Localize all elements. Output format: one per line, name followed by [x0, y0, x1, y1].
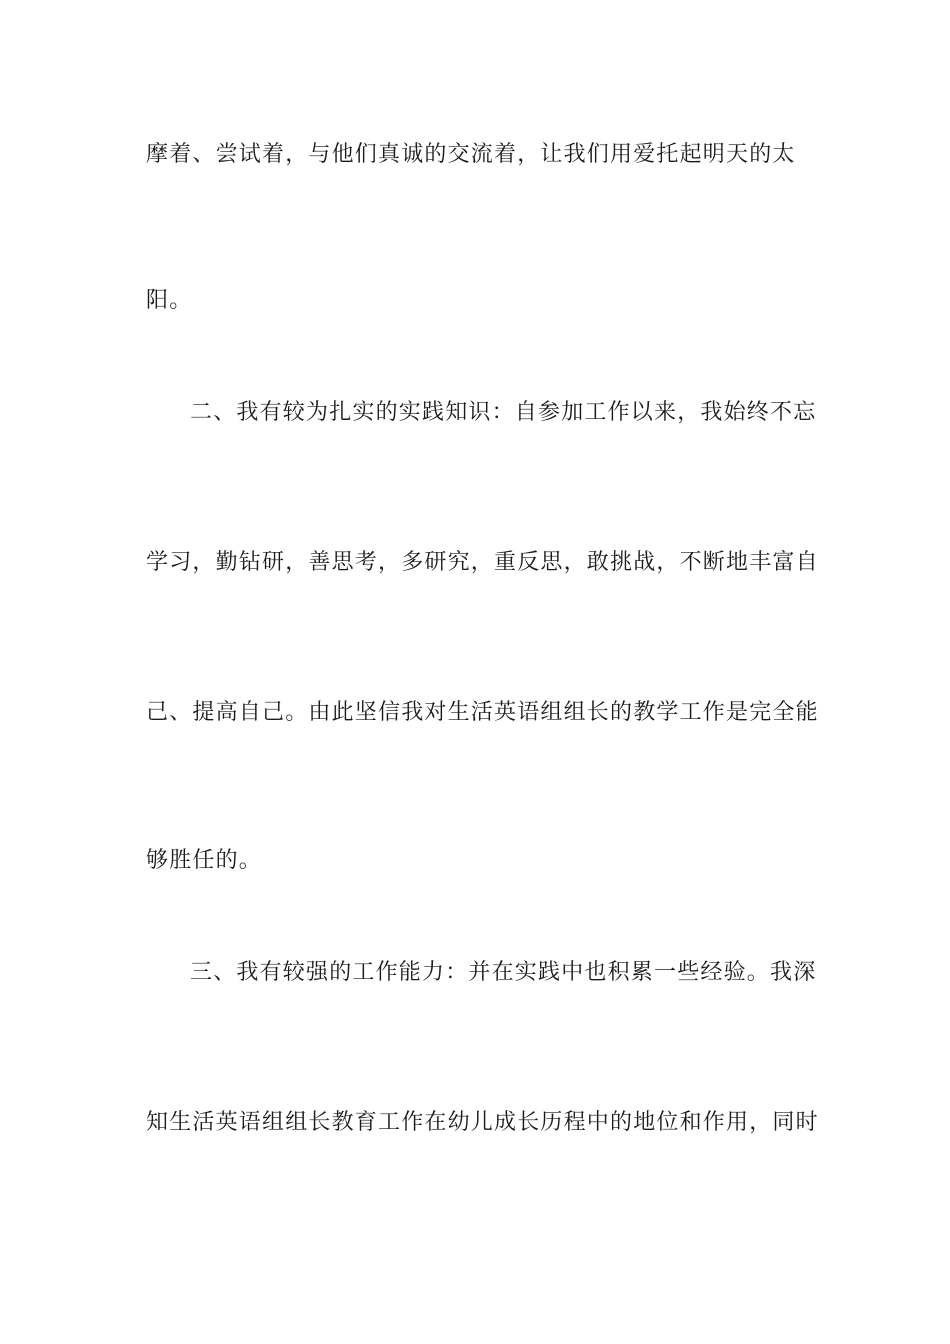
paragraph-line: 摩着、尝试着，与他们真诚的交流着，让我们用爱托起明天的太 [146, 142, 796, 167]
paragraph-line: 阳。 [146, 288, 193, 313]
paragraph-line: 三、我有较强的工作能力：并在实践中也积累一些经验。我深 [190, 960, 817, 985]
paragraph-line: 学习，勤钻研，善思考，多研究，重反思，敢挑战，不断地丰富自 [146, 550, 819, 575]
paragraph-line: 知生活英语组组长教育工作在幼儿成长历程中的地位和作用，同时 [146, 1110, 819, 1135]
paragraph-line: 二、我有较为扎实的实践知识：自参加工作以来，我始终不忘 [190, 400, 817, 425]
paragraph-line: 够胜任的。 [146, 848, 263, 873]
paragraph-line: 己、提高自己。由此坚信我对生活英语组组长的教学工作是完全能 [146, 700, 819, 725]
